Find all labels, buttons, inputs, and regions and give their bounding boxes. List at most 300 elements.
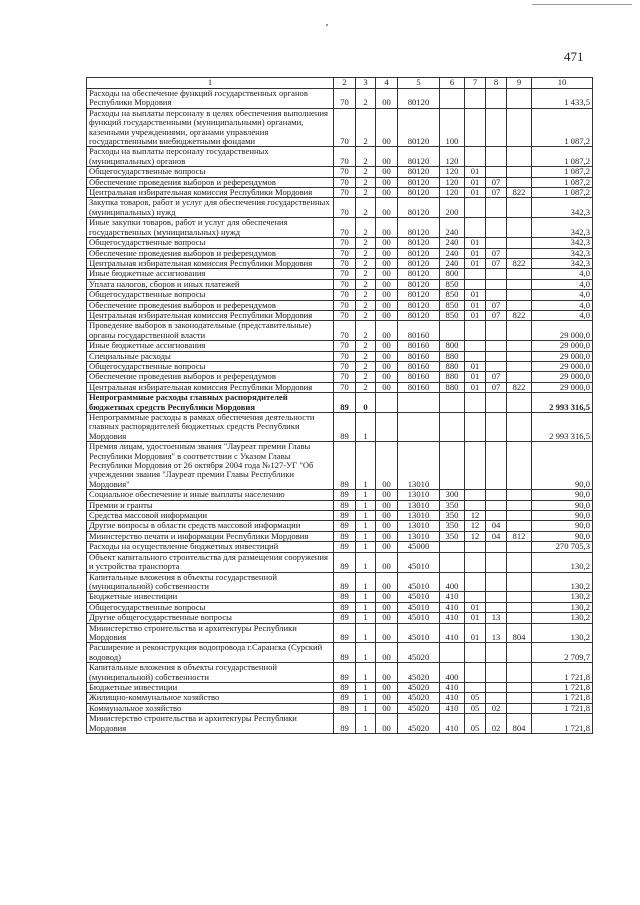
table-row xyxy=(87,89,593,109)
cell-c6: 350 xyxy=(440,500,465,510)
cell-c3: 1 xyxy=(356,490,376,500)
cell-c5: 13010 xyxy=(398,500,440,510)
cell-amount: 2 709,7 xyxy=(532,643,593,663)
cell-amount: 342,3 xyxy=(532,248,593,258)
cell-c3: 2 xyxy=(356,351,376,361)
cell-amount: 342,3 xyxy=(532,238,593,248)
cell-c4: 00 xyxy=(376,361,398,371)
cell-c4: 00 xyxy=(376,572,398,592)
cell-c7: 05 xyxy=(465,714,486,734)
cell-amount: 4,0 xyxy=(532,300,593,310)
table-row xyxy=(87,511,593,521)
cell-name: Бюджетные инвестиции xyxy=(87,682,334,692)
cell-c8: 02 xyxy=(486,714,507,734)
cell-c7 xyxy=(465,351,486,361)
cell-c2: 70 xyxy=(334,248,356,258)
cell-c9 xyxy=(507,321,532,341)
cell-c6: 410 xyxy=(440,703,465,713)
cell-c9: 804 xyxy=(507,623,532,643)
cell-c5: 13010 xyxy=(398,442,440,490)
cell-c5: 80120 xyxy=(398,89,440,109)
cell-c7: 01 xyxy=(465,248,486,258)
cell-c6: 350 xyxy=(440,511,465,521)
cell-c6 xyxy=(440,89,465,109)
cell-c7 xyxy=(465,592,486,602)
cell-c2: 89 xyxy=(334,613,356,623)
cell-c5: 80160 xyxy=(398,321,440,341)
cell-c7 xyxy=(465,552,486,572)
cell-c9 xyxy=(507,682,532,692)
cell-c3: 2 xyxy=(356,372,376,382)
cell-c8 xyxy=(486,147,507,167)
cell-c4: 00 xyxy=(376,351,398,361)
column-header-3: 3 xyxy=(356,78,376,89)
cell-amount: 29 000,0 xyxy=(532,361,593,371)
cell-c4: 00 xyxy=(376,300,398,310)
cell-c2: 89 xyxy=(334,490,356,500)
cell-c7: 01 xyxy=(465,361,486,371)
cell-amount: 29 000,0 xyxy=(532,351,593,361)
cell-amount: 1 087,2 xyxy=(532,167,593,177)
cell-c5 xyxy=(398,393,440,413)
table-row xyxy=(87,393,593,413)
cell-c2: 70 xyxy=(334,279,356,289)
table-row xyxy=(87,521,593,531)
cell-c3: 1 xyxy=(356,531,376,541)
table-row xyxy=(87,552,593,572)
cell-c7 xyxy=(465,572,486,592)
cell-name: Премии и гранты xyxy=(87,500,334,510)
cell-c3: 1 xyxy=(356,602,376,612)
cell-c7 xyxy=(465,321,486,341)
cell-c2: 70 xyxy=(334,290,356,300)
cell-amount: 4,0 xyxy=(532,269,593,279)
cell-c6: 410 xyxy=(440,714,465,734)
cell-c4: 00 xyxy=(376,341,398,351)
cell-c4: 00 xyxy=(376,290,398,300)
cell-c6: 850 xyxy=(440,290,465,300)
cell-c4: 00 xyxy=(376,511,398,521)
cell-name: Расходы на выплаты персоналу государственных (муниципальных) органов xyxy=(87,147,334,167)
cell-c2: 89 xyxy=(334,693,356,703)
cell-name: Иные бюджетные ассигнования xyxy=(87,341,334,351)
cell-c5: 45020 xyxy=(398,693,440,703)
cell-c8: 04 xyxy=(486,521,507,531)
cell-c3: 2 xyxy=(356,238,376,248)
cell-amount: 90,0 xyxy=(532,531,593,541)
table-row xyxy=(87,279,593,289)
cell-c2: 70 xyxy=(334,269,356,279)
cell-c8 xyxy=(486,89,507,109)
cell-c5: 80160 xyxy=(398,382,440,392)
cell-c4: 00 xyxy=(376,279,398,289)
cell-amount: 29 000,0 xyxy=(532,382,593,392)
cell-c7: 01 xyxy=(465,372,486,382)
cell-c9 xyxy=(507,393,532,413)
table-row xyxy=(87,238,593,248)
cell-c8 xyxy=(486,238,507,248)
cell-c5: 80120 xyxy=(398,218,440,238)
cell-c9: 822 xyxy=(507,188,532,198)
cell-c5: 80120 xyxy=(398,290,440,300)
table-row xyxy=(87,572,593,592)
cell-c6: 350 xyxy=(440,521,465,531)
cell-c6 xyxy=(440,552,465,572)
table-row xyxy=(87,269,593,279)
cell-c3: 1 xyxy=(356,613,376,623)
cell-c3: 2 xyxy=(356,147,376,167)
cell-c6: 800 xyxy=(440,269,465,279)
cell-c7 xyxy=(465,490,486,500)
cell-c9 xyxy=(507,613,532,623)
cell-c5: 80120 xyxy=(398,108,440,147)
cell-c9 xyxy=(507,490,532,500)
cell-amount: 1 087,2 xyxy=(532,108,593,147)
cell-c8 xyxy=(486,490,507,500)
cell-name: Центральная избирательная комиссия Республики Мордовия xyxy=(87,188,334,198)
cell-c7: 12 xyxy=(465,521,486,531)
cell-c6: 850 xyxy=(440,310,465,320)
table-row xyxy=(87,413,593,442)
cell-name: Обеспечение проведения выборов и референдумов xyxy=(87,372,334,382)
cell-c8 xyxy=(486,552,507,572)
cell-c2: 89 xyxy=(334,623,356,643)
cell-c6: 100 xyxy=(440,108,465,147)
cell-amount: 1 721,8 xyxy=(532,682,593,692)
cell-c5: 80120 xyxy=(398,300,440,310)
cell-name: Уплата налогов, сборов и иных платежей xyxy=(87,279,334,289)
cell-c3: 2 xyxy=(356,198,376,218)
cell-c3: 2 xyxy=(356,248,376,258)
cell-c9 xyxy=(507,572,532,592)
table-header-row xyxy=(87,78,593,89)
cell-amount: 90,0 xyxy=(532,442,593,490)
cell-c4: 00 xyxy=(376,382,398,392)
cell-name: Расширение и реконструкция водопровода г.Саранска (Сурский водовод) xyxy=(87,643,334,663)
cell-c5: 45020 xyxy=(398,663,440,683)
cell-amount: 90,0 xyxy=(532,521,593,531)
cell-c4: 00 xyxy=(376,693,398,703)
cell-c5: 45020 xyxy=(398,714,440,734)
cell-c9 xyxy=(507,542,532,552)
cell-c2: 70 xyxy=(334,238,356,248)
cell-c5: 80160 xyxy=(398,341,440,351)
cell-c7: 01 xyxy=(465,238,486,248)
cell-c5: 80160 xyxy=(398,351,440,361)
cell-c3: 1 xyxy=(356,682,376,692)
table-row xyxy=(87,372,593,382)
table-row xyxy=(87,542,593,552)
column-header-4: 4 xyxy=(376,78,398,89)
cell-c9 xyxy=(507,290,532,300)
cell-c4: 00 xyxy=(376,714,398,734)
table-row xyxy=(87,714,593,734)
cell-c6: 880 xyxy=(440,372,465,382)
cell-c5: 45010 xyxy=(398,602,440,612)
cell-c2: 70 xyxy=(334,361,356,371)
table-row xyxy=(87,531,593,541)
cell-c2: 89 xyxy=(334,511,356,521)
cell-c9: 822 xyxy=(507,258,532,268)
cell-amount: 2 993 316,5 xyxy=(532,393,593,413)
cell-c7 xyxy=(465,89,486,109)
cell-c2: 89 xyxy=(334,602,356,612)
cell-c4: 00 xyxy=(376,372,398,382)
cell-c9: 822 xyxy=(507,382,532,392)
table-row xyxy=(87,490,593,500)
cell-c7 xyxy=(465,147,486,167)
cell-c5: 45010 xyxy=(398,623,440,643)
cell-c7: 01 xyxy=(465,602,486,612)
cell-c8: 04 xyxy=(486,531,507,541)
cell-c4: 00 xyxy=(376,602,398,612)
budget-table xyxy=(86,77,593,734)
cell-c9 xyxy=(507,177,532,187)
cell-c7 xyxy=(465,542,486,552)
cell-c5: 45020 xyxy=(398,703,440,713)
table-row xyxy=(87,682,593,692)
cell-c8 xyxy=(486,218,507,238)
cell-c3: 2 xyxy=(356,341,376,351)
cell-name: Центральная избирательная комиссия Республики Мордовия xyxy=(87,382,334,392)
cell-c9 xyxy=(507,500,532,510)
cell-c2: 70 xyxy=(334,198,356,218)
cell-name: Министерство печати и информации Республики Мордовия xyxy=(87,531,334,541)
cell-c9 xyxy=(507,372,532,382)
cell-c2: 70 xyxy=(334,341,356,351)
cell-c2: 89 xyxy=(334,643,356,663)
cell-c6: 880 xyxy=(440,351,465,361)
cell-c6: 400 xyxy=(440,572,465,592)
cell-amount: 342,3 xyxy=(532,258,593,268)
cell-c9 xyxy=(507,89,532,109)
cell-name: Закупка товаров, работ и услуг для обеспечения государственных (муниципальных) нужд xyxy=(87,198,334,218)
cell-c9 xyxy=(507,602,532,612)
cell-c4: 00 xyxy=(376,500,398,510)
cell-c7: 01 xyxy=(465,623,486,643)
table-row xyxy=(87,442,593,490)
cell-c2: 89 xyxy=(334,714,356,734)
cell-amount: 1 087,2 xyxy=(532,177,593,187)
cell-c4: 00 xyxy=(376,198,398,218)
cell-c5: 80120 xyxy=(398,279,440,289)
cell-c8 xyxy=(486,693,507,703)
table-body xyxy=(87,89,593,734)
cell-c7 xyxy=(465,643,486,663)
cell-c8 xyxy=(486,108,507,147)
cell-c8 xyxy=(486,290,507,300)
cell-c4: 00 xyxy=(376,490,398,500)
cell-c8: 07 xyxy=(486,258,507,268)
cell-c4: 00 xyxy=(376,248,398,258)
table-row xyxy=(87,382,593,392)
cell-c9 xyxy=(507,351,532,361)
cell-c8: 07 xyxy=(486,248,507,258)
cell-c5: 80120 xyxy=(398,269,440,279)
cell-c4: 00 xyxy=(376,238,398,248)
cell-name: Проведение выборов в законодательные (представительные) органы государственной власти xyxy=(87,321,334,341)
cell-c7 xyxy=(465,682,486,692)
column-header-10: 10 xyxy=(532,78,593,89)
cell-c8 xyxy=(486,663,507,683)
cell-c8 xyxy=(486,442,507,490)
cell-c6: 300 xyxy=(440,490,465,500)
column-header-7: 7 xyxy=(465,78,486,89)
cell-c6: 200 xyxy=(440,198,465,218)
cell-c4: 00 xyxy=(376,521,398,531)
cell-amount: 29 000,0 xyxy=(532,341,593,351)
cell-c5: 80160 xyxy=(398,372,440,382)
cell-c9: 812 xyxy=(507,531,532,541)
cell-c8 xyxy=(486,643,507,663)
cell-c8 xyxy=(486,511,507,521)
cell-c9 xyxy=(507,341,532,351)
cell-name: Обеспечение проведения выборов и референдумов xyxy=(87,177,334,187)
cell-name: Коммунальное хозяйство xyxy=(87,703,334,713)
cell-c6: 120 xyxy=(440,177,465,187)
cell-c3: 0 xyxy=(356,393,376,413)
cell-c2: 70 xyxy=(334,372,356,382)
cell-name: Объект капитального строительства для размещения сооружения и устройства транспорта xyxy=(87,552,334,572)
cell-c2: 70 xyxy=(334,108,356,147)
cell-name: Центральная избирательная комиссия Республики Мордовия xyxy=(87,310,334,320)
table-row xyxy=(87,248,593,258)
cell-c5: 80120 xyxy=(398,258,440,268)
cell-c5: 80120 xyxy=(398,198,440,218)
cell-c2: 70 xyxy=(334,300,356,310)
cell-c3: 1 xyxy=(356,703,376,713)
cell-amount: 1 087,2 xyxy=(532,188,593,198)
cell-c5: 80120 xyxy=(398,238,440,248)
cell-c8: 13 xyxy=(486,613,507,623)
cell-c7 xyxy=(465,198,486,218)
cell-c4: 00 xyxy=(376,682,398,692)
cell-c8: 07 xyxy=(486,188,507,198)
cell-c7: 01 xyxy=(465,177,486,187)
table-row xyxy=(87,147,593,167)
cell-c7 xyxy=(465,663,486,683)
column-header-1: 1 xyxy=(87,78,334,89)
cell-c9 xyxy=(507,442,532,490)
cell-c8 xyxy=(486,198,507,218)
cell-name: Жилищно-коммунальное хозяйство xyxy=(87,693,334,703)
cell-c3: 1 xyxy=(356,572,376,592)
cell-c3: 2 xyxy=(356,361,376,371)
cell-c2: 70 xyxy=(334,89,356,109)
cell-amount: 1 721,8 xyxy=(532,703,593,713)
cell-c7 xyxy=(465,279,486,289)
table-row xyxy=(87,361,593,371)
cell-amount: 90,0 xyxy=(532,490,593,500)
cell-name: Центральная избирательная комиссия Республики Мордовия xyxy=(87,258,334,268)
cell-name: Обеспечение проведения выборов и референдумов xyxy=(87,300,334,310)
cell-c3: 2 xyxy=(356,177,376,187)
cell-c7: 01 xyxy=(465,258,486,268)
cell-c3: 1 xyxy=(356,592,376,602)
cell-c4: 00 xyxy=(376,643,398,663)
cell-c8 xyxy=(486,500,507,510)
cell-c3: 1 xyxy=(356,442,376,490)
cell-amount: 130,2 xyxy=(532,572,593,592)
cell-c9 xyxy=(507,521,532,531)
cell-c6: 410 xyxy=(440,592,465,602)
cell-c2: 70 xyxy=(334,147,356,167)
cell-c5: 80120 xyxy=(398,310,440,320)
cell-amount: 130,2 xyxy=(532,602,593,612)
cell-name: Средства массовой информации xyxy=(87,511,334,521)
cell-c9 xyxy=(507,643,532,663)
cell-name: Непрограммные расходы главных распорядителей бюджетных средств Республики Мордовия xyxy=(87,393,334,413)
cell-c5: 45010 xyxy=(398,592,440,602)
cell-c2: 70 xyxy=(334,177,356,187)
scan-speck xyxy=(326,24,328,26)
cell-name: Министерство строительства и архитектуры Республики Мордовия xyxy=(87,714,334,734)
cell-c4: 00 xyxy=(376,177,398,187)
cell-c3: 1 xyxy=(356,643,376,663)
table-row xyxy=(87,351,593,361)
cell-c9 xyxy=(507,198,532,218)
cell-c6 xyxy=(440,643,465,663)
cell-c7 xyxy=(465,341,486,351)
cell-c5 xyxy=(398,413,440,442)
cell-c6: 240 xyxy=(440,258,465,268)
table-row xyxy=(87,188,593,198)
cell-c2: 89 xyxy=(334,542,356,552)
cell-name: Общегосударственные вопросы xyxy=(87,290,334,300)
cell-c4 xyxy=(376,393,398,413)
cell-c9 xyxy=(507,361,532,371)
cell-c3: 2 xyxy=(356,382,376,392)
cell-c3: 2 xyxy=(356,258,376,268)
cell-c8 xyxy=(486,592,507,602)
cell-c8: 02 xyxy=(486,703,507,713)
cell-c2: 89 xyxy=(334,682,356,692)
cell-c6: 350 xyxy=(440,531,465,541)
cell-amount: 4,0 xyxy=(532,290,593,300)
table-row xyxy=(87,341,593,351)
table-row xyxy=(87,167,593,177)
cell-name: Общегосударственные вопросы xyxy=(87,238,334,248)
cell-c9 xyxy=(507,413,532,442)
cell-c9 xyxy=(507,552,532,572)
cell-c2: 89 xyxy=(334,413,356,442)
cell-c5: 45010 xyxy=(398,613,440,623)
cell-c2: 70 xyxy=(334,218,356,238)
cell-c5: 80120 xyxy=(398,167,440,177)
cell-c9 xyxy=(507,511,532,521)
cell-amount: 4,0 xyxy=(532,279,593,289)
cell-c3: 2 xyxy=(356,310,376,320)
cell-c5: 45020 xyxy=(398,682,440,692)
cell-c3: 1 xyxy=(356,623,376,643)
cell-c7: 01 xyxy=(465,310,486,320)
cell-c6 xyxy=(440,542,465,552)
cell-c8 xyxy=(486,602,507,612)
cell-c8: 07 xyxy=(486,177,507,187)
cell-c5: 45000 xyxy=(398,542,440,552)
cell-c8 xyxy=(486,413,507,442)
cell-c7: 01 xyxy=(465,188,486,198)
cell-c6: 410 xyxy=(440,623,465,643)
table-row xyxy=(87,693,593,703)
cell-c6: 800 xyxy=(440,341,465,351)
cell-c9 xyxy=(507,300,532,310)
cell-c5: 80120 xyxy=(398,147,440,167)
cell-amount: 1 721,8 xyxy=(532,663,593,683)
cell-c3: 2 xyxy=(356,89,376,109)
cell-c5: 13010 xyxy=(398,511,440,521)
cell-c8 xyxy=(486,351,507,361)
